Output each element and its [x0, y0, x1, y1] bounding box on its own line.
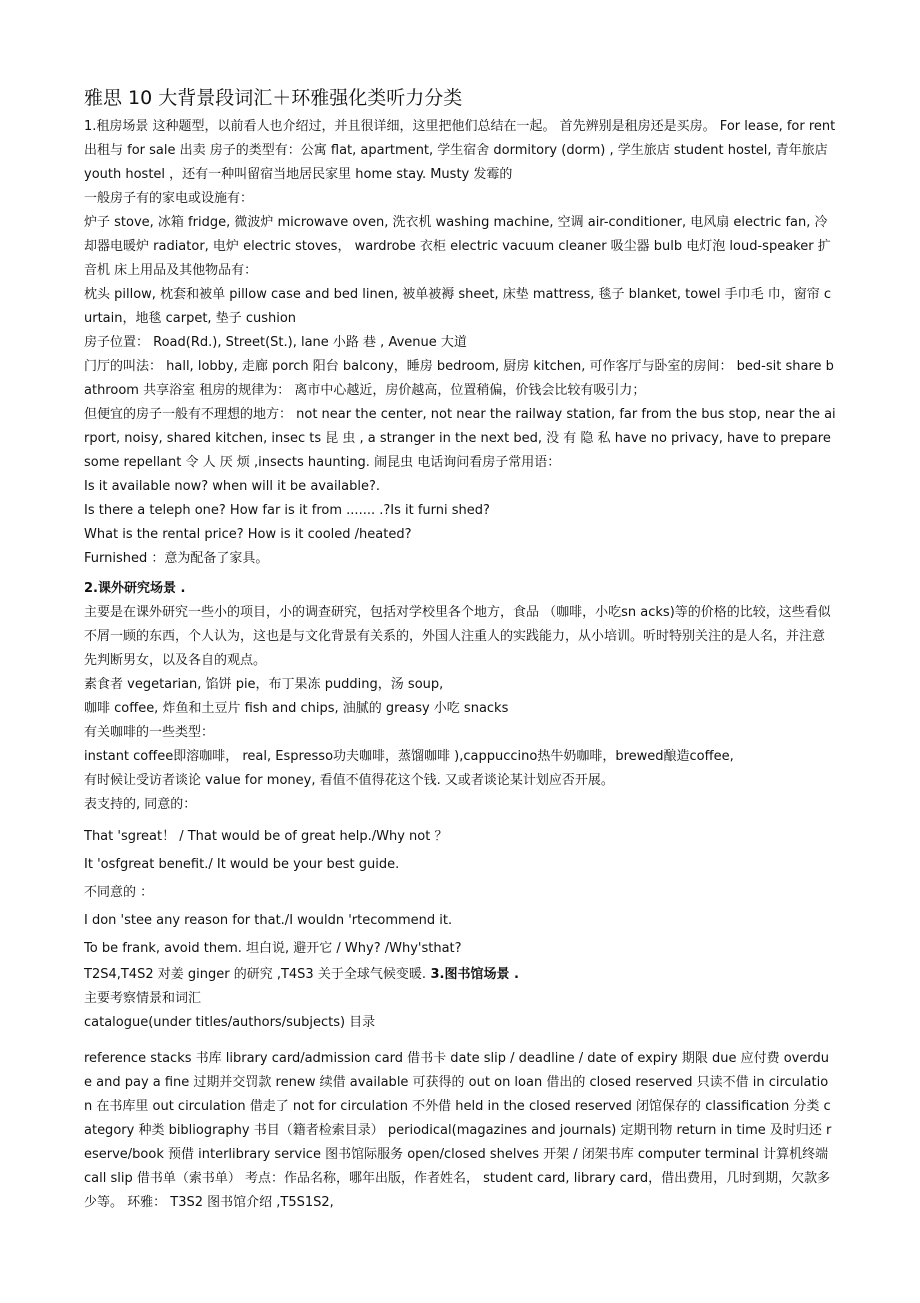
section-2-agree-label: 表支持的, 同意的： — [84, 797, 197, 812]
section-3-scenario: 主要考察情景和词汇 — [84, 991, 202, 1006]
section-2-heading: 2.课外研究场景 . — [84, 581, 186, 596]
agree-phrase-2: It 'osfgreat benefit./ It would be your best guide. — [84, 857, 400, 872]
section-2-intro: 主要是在课外研究一些小的项目，小的调查研究，包括对学校里各个地方，食品 （咖啡，小吃sn acks)等的价格的比较，这些看似不屑一顾的东西，个人认为，这也是与文化背景有关系的，外国人注重人的实践能力，从小培训。听时特别关注的是人名，并注意先判断男女，以及各自的观点。 — [84, 605, 831, 668]
research-refs-line — [84, 963, 836, 987]
section-2-coffee-types: instant coffee即溶咖啡， real, Espresso功夫咖啡，蒸馏咖啡 ),cappuccino热牛奶咖啡，brewed酿造coffee, — [84, 749, 734, 764]
section-1-rooms: 门厅的叫法： hall, lobby, 走廊 porch 阳台 balcony，睡房 bedroom, 厨房 kitchen, 可作客厅与卧室的房间： bed-sit share bathroom 共享浴室 租房的规律为： 离市中心越近，房价越高，位置稍偏，价钱会比较有吸引力； — [84, 359, 834, 398]
section-1-bedding: 枕头 pillow, 枕套和被单 pillow case and bed linen, 被单被褥 sheet, 床垫 mattress, 毯子 blanket, towel 手巾毛 巾，窗帘 curtain，地毯 carpet, 垫子 cushion — [84, 287, 832, 326]
section-2-food-1: 素食者 vegetarian, 馅饼 pie，布丁果冻 pudding，汤 soup, — [84, 677, 444, 692]
section-3-vocab: reference stacks 书库 library card/admission card 借书卡 date slip / deadline / date of expiry 期限 due 应付费 overdue and pay a fine 过期并交罚款 renew 续借 available 可获得的 out on loan 借出的 closed reserved 只读不借 in circulation 在书库里 out circulation 借走了 not for circulation 不外借 held in the closed reserved 闭馆保存的 classification 分类 category 种类 bibliography 书目（籍者检索目录） periodical(magazines and journals) 定期刊物 return in time 及时归还 reserve/book 预借 interlibrary service 图书馆际服务 open/closed shelves 开架 / 闭架书库 computer terminal 计算机终端 call slip 借书单（索书单） 考点：作品名称，哪年出版，作者姓名， student card, library card，借出费用，几时到期，欠款多少等。 环雅： T3S2 图书馆介绍 ,T5S1S2, — [84, 1051, 832, 1210]
document-page — [84, 84, 836, 1215]
section-3-catalogue: catalogue(under titles/authors/subjects) 目录 — [84, 1015, 376, 1030]
section-1-appliances-label: 一般房子有的家电或设施有： — [84, 191, 254, 206]
section-1-phrase-3: What is the rental price? How is it cooled /heated? — [84, 527, 412, 542]
research-refs: T2S4,T4S2 对姜 ginger 的研究 ,T4S3 关于全球气候变暖. — [84, 967, 426, 982]
agree-phrase-1: That 'sgreat！ / That would be of great help./Why not ？ — [84, 829, 448, 844]
section-1-drawbacks: 但便宜的房子一般有不理想的地方： not near the center, not near the railway station, far from the bus stop, near the airport, noisy, shared kitchen, insec ts 昆 虫 , a stranger in the next bed, 没 有 隐 私 have no privacy, have to prepare some repellant 令 人 厌 烦 ,insects haunting. 闹昆虫 电话询问看房子常用语： — [84, 407, 836, 470]
section-1-appliances: 炉子 stove, 冰箱 fridge, 微波炉 microwave oven, 洗衣机 washing machine, 空调 air-conditioner, 电风扇 electric fan, 冷却器电暖炉 radiator, 电炉 electric stoves， wardrobe 衣柜 electric vacuum cleaner 吸尘器 bulb 电灯泡 loud-speaker 扩音机 床上用品及其他物品有： — [84, 215, 831, 278]
disagree-label: 不同意的 ： — [84, 885, 154, 900]
section-1-intro: 1.租房场景 这种题型，以前看人也介绍过，并且很详细，这里把他们总结在一起。 首先辨别是租房还是买房。 For lease, for rent 出租与 for sale 出卖 房子的类型有：公寓 flat, apartment, 学生宿舍 dormitory (dorm) , 学生旅店 student hostel, 青年旅店 youth hostel ，还有一种叫留宿当地居民家里 home stay. Musty 发霉的 — [84, 119, 836, 182]
section-1-furnished: Furnished ：意为配备了家具。 — [84, 551, 269, 566]
section-3-heading: 3.图书馆场景 . — [425, 967, 519, 982]
section-1-location: 房子位置： Road(Rd.), Street(St.), lane 小路 巷 , Avenue 大道 — [84, 335, 467, 350]
disagree-phrase-2: To be frank, avoid them. 坦白说, 避开它 / Why? /Why'sthat? — [84, 941, 462, 956]
section-2-food-2: 咖啡 coffee, 炸鱼和土豆片 fish and chips, 油腻的 greasy 小吃 snacks — [84, 701, 509, 716]
disagree-phrase-1: I don 'stee any reason for that./I wouldn 'rtecommend it. — [84, 913, 453, 928]
section-2-coffee-label: 有关咖啡的一些类型： — [84, 725, 215, 740]
section-1-phrase-1: Is it available now? when will it be available?. — [84, 479, 381, 494]
document-title: 雅思 10 大背景段词汇＋环雅强化类听力分类 — [84, 87, 463, 109]
section-2-value: 有时候让受访者谈论 value for money, 看值不值得花这个钱. 又或者谈论某计划应否开展。 — [84, 773, 614, 788]
section-1-phrase-2: Is there a teleph one? How far is it from ....... .?Is it furni shed? — [84, 503, 490, 518]
